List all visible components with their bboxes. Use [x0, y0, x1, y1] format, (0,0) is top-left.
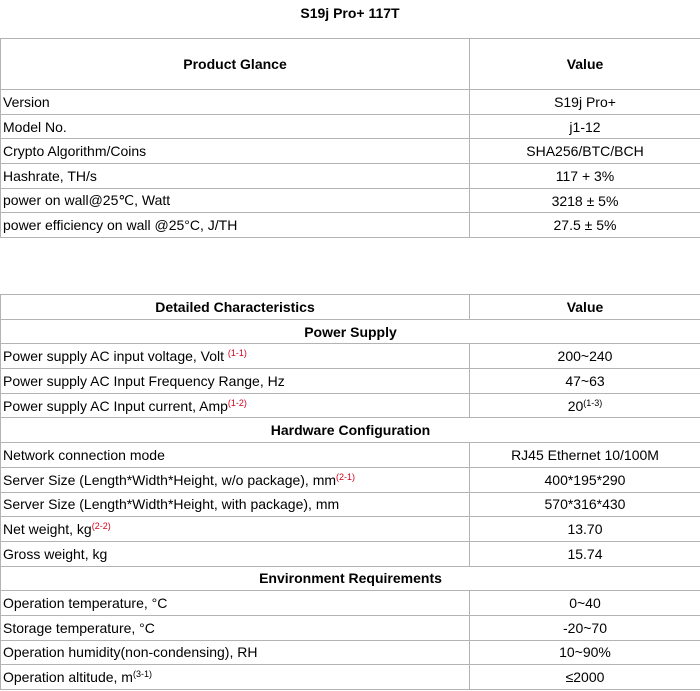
spec-name-cell — [1, 393, 470, 418]
spec-name: power on wall@25℃, Watt — [1, 188, 470, 213]
table-row — [1, 369, 700, 394]
spec-name-cell — [1, 517, 470, 542]
spec-name: Hashrate, TH/s — [1, 164, 470, 189]
spec-value: -20~70 — [470, 615, 700, 640]
spec-name: Storage temperature, °C — [1, 615, 470, 640]
spec-value: 47~63 — [470, 369, 700, 394]
section-title-power-supply: Power Supply — [1, 319, 700, 344]
spec-name: Server Size (Length*Width*Height, w/o package), mm — [3, 471, 337, 488]
table-row — [1, 665, 700, 690]
table-row — [1, 188, 700, 213]
product-glance-table — [0, 38, 700, 238]
spec-name: Version — [1, 90, 470, 115]
document-title: S19j Pro+ 117T — [300, 5, 400, 21]
table-row — [1, 591, 700, 616]
section-title-environment-requirements: Environment Requirements — [1, 566, 700, 591]
spec-value: 200~240 — [470, 344, 700, 369]
spec-value: 27.5 ± 5% — [470, 213, 700, 238]
table-row — [1, 541, 700, 566]
footnote-marker: (1-2) — [227, 397, 247, 408]
spec-value: j1-12 — [470, 114, 700, 139]
spec-name-cell — [1, 665, 470, 690]
spec-name: Operation temperature, °C — [1, 591, 470, 616]
header-detailed-characteristics: Detailed Characteristics — [1, 295, 470, 320]
spec-name: Server Size (Length*Width*Height, with package), mm — [1, 492, 470, 517]
table-row — [1, 492, 700, 517]
section-row — [1, 566, 700, 591]
detailed-characteristics-table — [0, 294, 700, 690]
header-value: Value — [470, 295, 700, 320]
spec-name: Gross weight, kg — [1, 541, 470, 566]
spec-name: Power supply AC input voltage, Volt — [3, 348, 228, 365]
spec-value: RJ45 Ethernet 10/100M — [470, 443, 700, 468]
spec-value: 15.74 — [470, 541, 700, 566]
spec-name: Crypto Algorithm/Coins — [1, 139, 470, 164]
spec-name: Net weight, kg — [3, 521, 92, 538]
table-row — [1, 344, 700, 369]
spec-value: 570*316*430 — [470, 492, 700, 517]
table-row — [1, 517, 700, 542]
spec-name: Operation humidity(non-condensing), RH — [1, 640, 470, 665]
spec-name: power efficiency on wall @25°C, J/TH — [1, 213, 470, 238]
spec-value: ≤2000 — [470, 665, 700, 690]
table-row — [1, 213, 700, 238]
spec-name: Power supply AC Input current, Amp — [3, 397, 228, 414]
header-product-glance: Product Glance — [1, 39, 470, 90]
section-row — [1, 319, 700, 344]
footnote-marker: (2-2) — [91, 521, 111, 532]
spec-name-cell — [1, 344, 470, 369]
table-row — [1, 640, 700, 665]
table-row — [1, 139, 700, 164]
table-header-row — [1, 39, 700, 90]
spec-value-cell — [470, 393, 700, 418]
spec-value: SHA256/BTC/BCH — [470, 139, 700, 164]
footnote-marker: (1-1) — [227, 348, 247, 359]
spec-value: 10~90% — [470, 640, 700, 665]
section-title-hardware-configuration: Hardware Configuration — [1, 418, 700, 443]
table-row — [1, 114, 700, 139]
spec-value: 117 + 3% — [470, 164, 700, 189]
section-row — [1, 418, 700, 443]
spec-value: 20 — [567, 397, 584, 414]
table-row — [1, 443, 700, 468]
header-value: Value — [470, 39, 700, 90]
footnote-marker: (3-1) — [132, 669, 152, 680]
table-row — [1, 467, 700, 492]
footnote-marker: (2-1) — [336, 471, 356, 482]
table-row — [1, 615, 700, 640]
spec-name-cell — [1, 467, 470, 492]
spec-value: S19j Pro+ — [470, 90, 700, 115]
spec-name: Network connection mode — [1, 443, 470, 468]
spec-value: 3218 ± 5% — [470, 188, 700, 213]
table-row — [1, 393, 700, 418]
spec-value: 400*195*290 — [470, 467, 700, 492]
footnote-marker: (1-3) — [583, 397, 603, 408]
table-row — [1, 90, 700, 115]
spec-name: Power supply AC Input Frequency Range, Hz — [1, 369, 470, 394]
spec-value: 0~40 — [470, 591, 700, 616]
spec-name: Model No. — [1, 114, 470, 139]
spec-name: Operation altitude, m — [3, 669, 133, 686]
spec-value: 13.70 — [470, 517, 700, 542]
table-header-row — [1, 295, 700, 320]
table-row — [1, 164, 700, 189]
